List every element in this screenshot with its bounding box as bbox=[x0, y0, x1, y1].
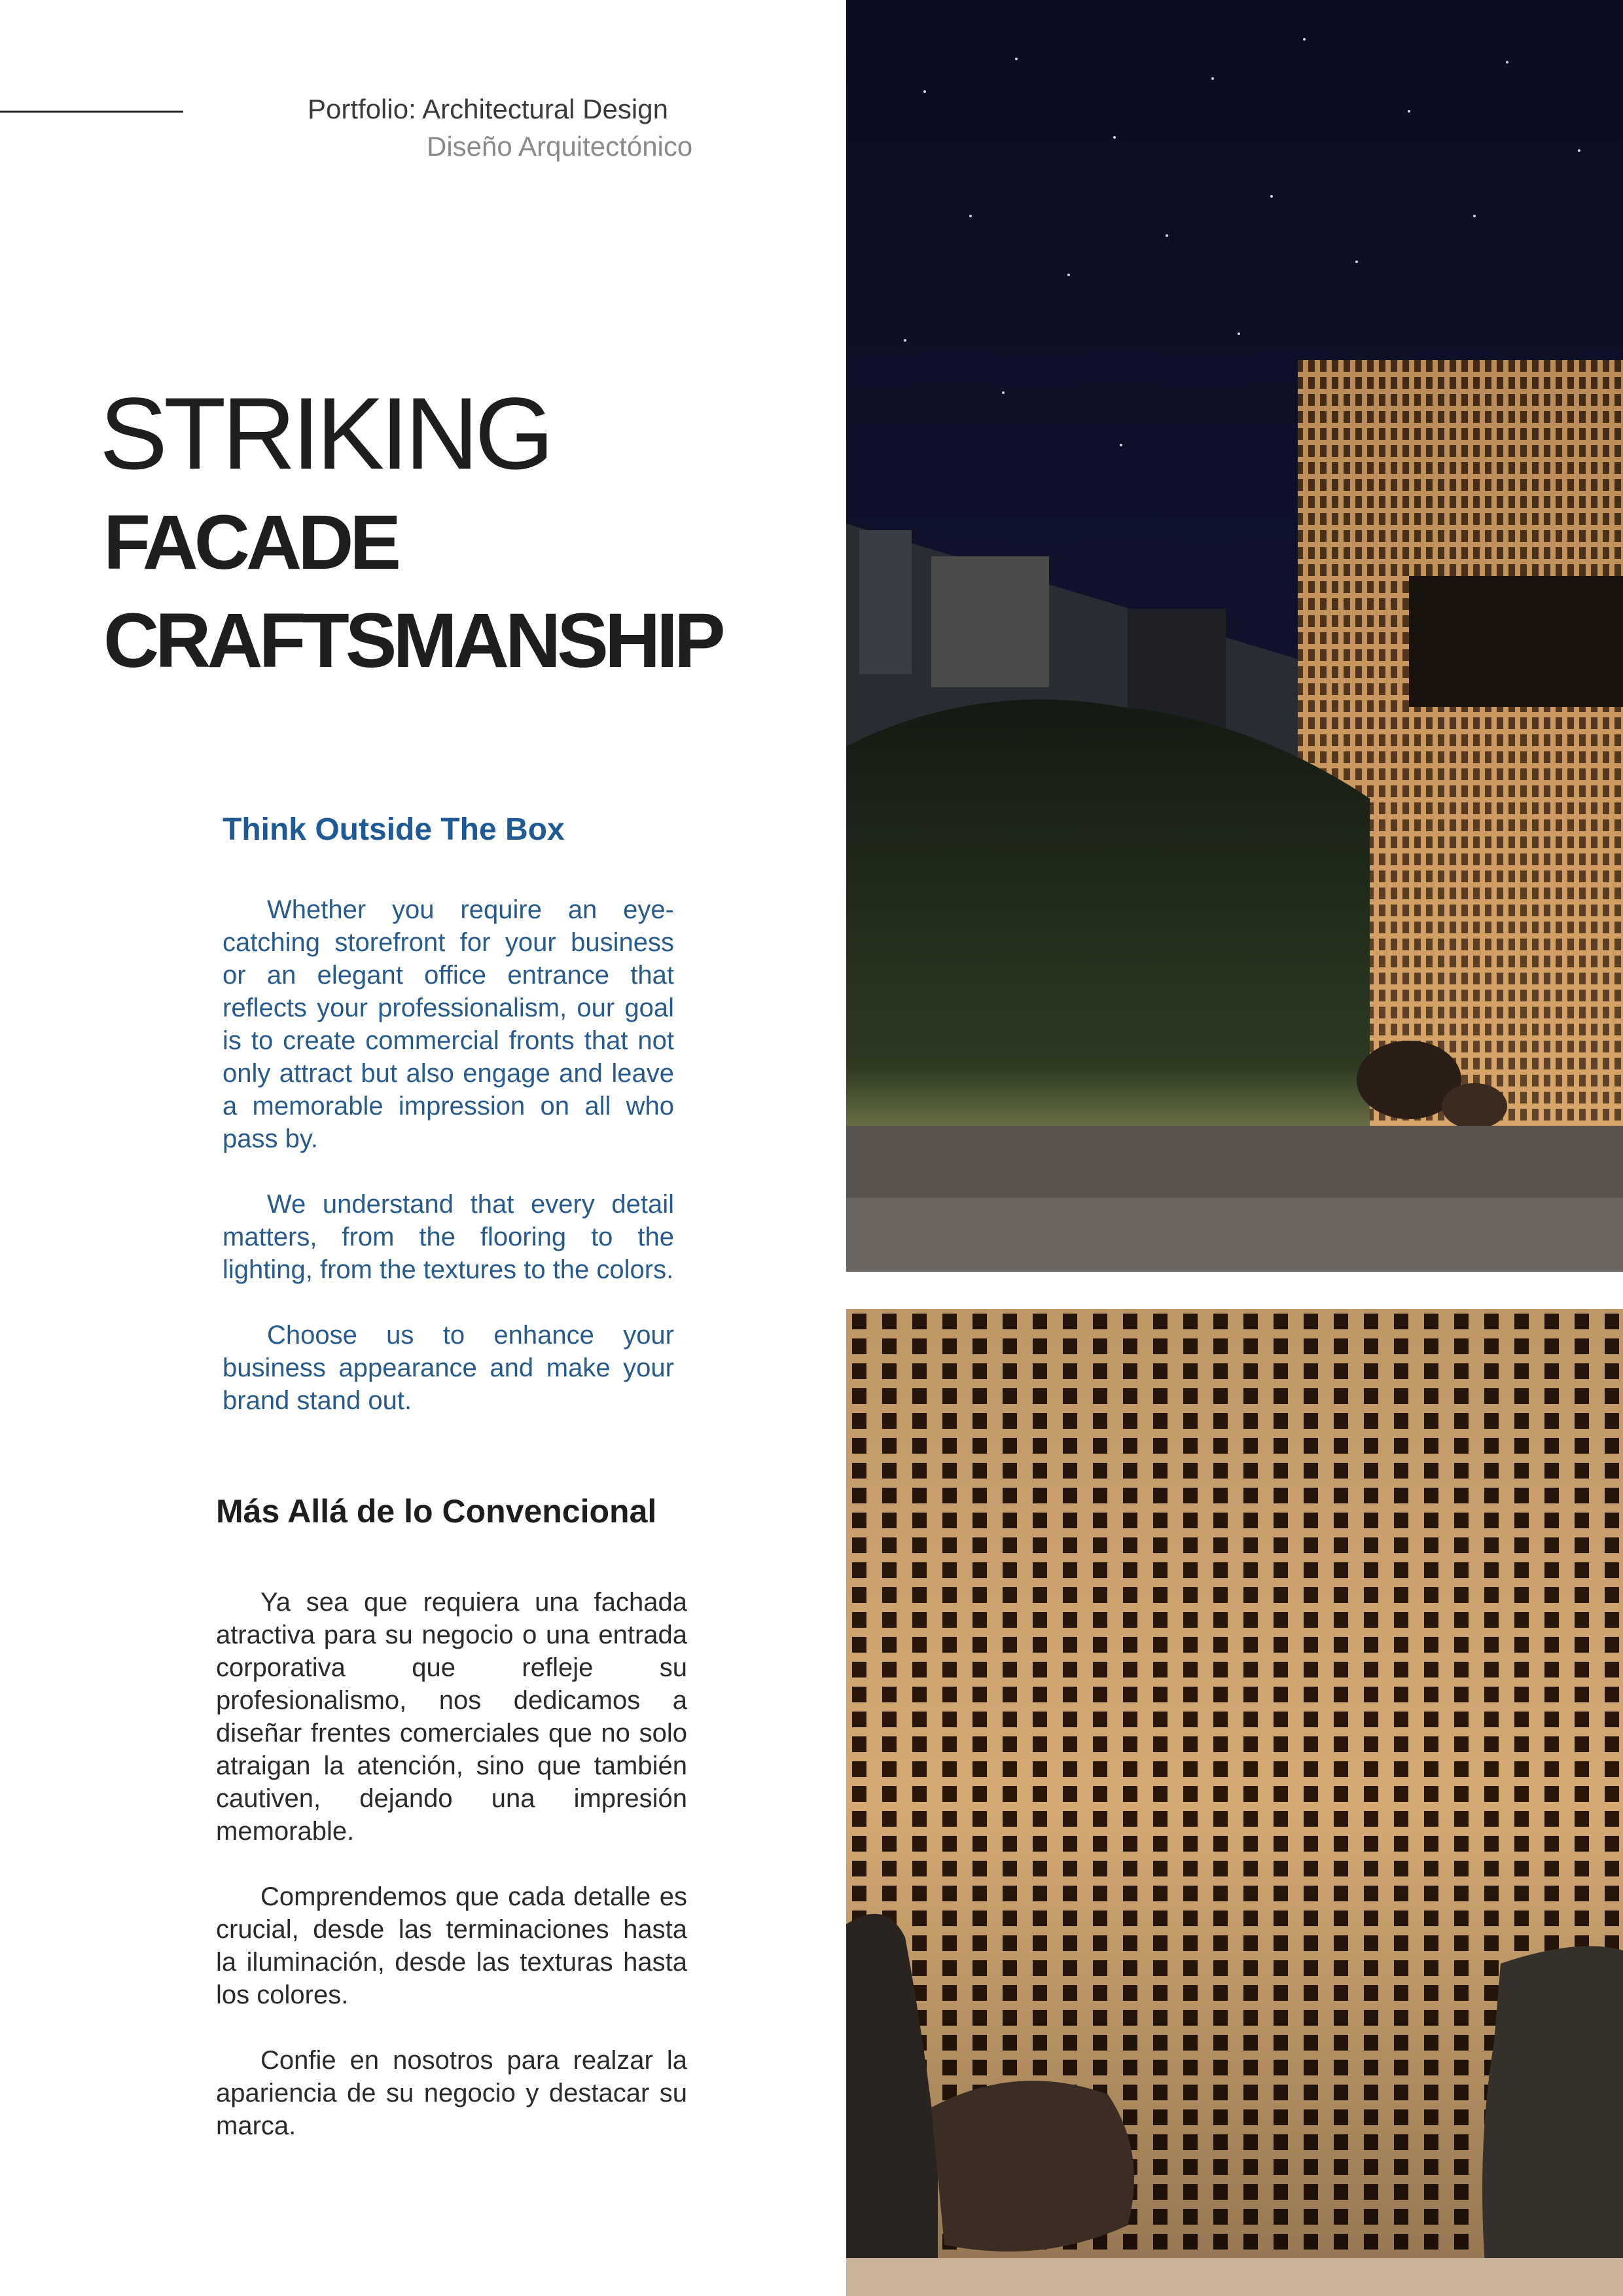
facade-night-photo bbox=[846, 0, 1623, 1272]
english-heading: Think Outside The Box bbox=[223, 812, 565, 847]
english-paragraph-3: Choose us to enhance your business appearance and make your brand stand out. bbox=[223, 1321, 674, 1415]
facade-night-illustration bbox=[846, 0, 1623, 1272]
lattice-closeup-photo bbox=[846, 1309, 1623, 2296]
spanish-heading: Más Allá de lo Convencional bbox=[216, 1493, 657, 1530]
title-line-craftsmanship: CRAFTSMANSHIP bbox=[103, 598, 722, 684]
lattice-closeup-illustration bbox=[846, 1309, 1623, 2296]
english-paragraph-2: We understand that every detail matters, from the flooring to the lighting, from the textures to the colors. bbox=[223, 1190, 674, 1284]
header-rule bbox=[0, 111, 183, 113]
spanish-section bbox=[216, 1492, 687, 2175]
english-section bbox=[223, 812, 674, 1450]
spanish-paragraph-2: Comprendemos que cada detalle es crucial, desde las terminaciones hasta la iluminación, desde las texturas hasta los colores. bbox=[216, 1882, 687, 2009]
portfolio-label: Portfolio: Architectural Design bbox=[308, 94, 668, 124]
portfolio-label-spanish: Diseño Arquitectónico bbox=[427, 131, 693, 162]
title-line-striking: STRIKING bbox=[99, 377, 550, 491]
spanish-paragraph-3: Confie en nosotros para realzar la apariencia de su negocio y destacar su marca. bbox=[216, 2046, 687, 2140]
spanish-paragraph-1: Ya sea que requiera una fachada atractiva para su negocio o una entrada corporativa que refleje su profesionalismo, nos dedicamos a diseñar frentes comerciales que no solo atraigan la atención, sino que también cautiven, dejando una impresión memorable. bbox=[216, 1588, 687, 1846]
english-paragraph-1: Whether you require an eye-catching storefront for your business or an elegant office entrance that reflects your professionalism, our goal is to create commercial fronts that not only attract but also engage and leave a memorable impression on all who pass by. bbox=[223, 895, 674, 1153]
title-line-facade: FACADE bbox=[103, 499, 398, 586]
